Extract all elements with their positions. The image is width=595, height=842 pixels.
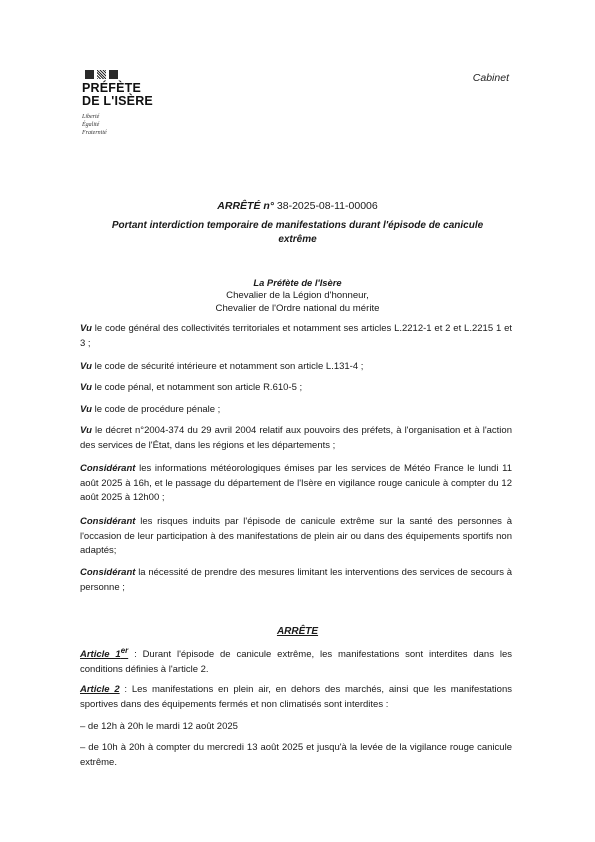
visa-keyword: Vu	[80, 361, 92, 372]
visa-keyword: Vu	[80, 323, 92, 334]
motto-fraternite: Fraternité	[82, 130, 107, 136]
article-label: Article 1er	[80, 646, 129, 661]
logo-line-1: PRÉFÈTE	[82, 81, 142, 95]
visa-5	[80, 424, 512, 453]
service-label: Cabinet	[472, 72, 509, 84]
visa-text: le code général des collectivités territoriales et notamment ses articles L.2212-1 et 2 et L.2215 1 et 3 ;	[80, 323, 512, 349]
visa-text: le code de procédure pénale ;	[91, 404, 221, 415]
article-2	[80, 683, 512, 712]
visa-3	[80, 381, 512, 396]
authority-title-1: Chevalier de la Légion d'honneur,	[226, 290, 369, 301]
decree-title	[0, 200, 595, 212]
visa-keyword: Vu	[80, 425, 92, 436]
considerant-keyword: Considérant	[80, 463, 136, 474]
visa-2	[80, 360, 512, 375]
visa-text: le code pénal, et notamment son article R.610-5 ;	[91, 382, 303, 393]
visa-keyword: Vu	[80, 382, 92, 393]
article-label: Article 2	[80, 684, 120, 695]
authority-title-2: Chevalier de l'Ordre national du mérite	[215, 303, 380, 314]
authority-block	[0, 276, 595, 315]
visa-keyword: Vu	[80, 404, 92, 415]
logo-line-2: DE L'ISÈRE	[82, 94, 153, 108]
considerant-text: les risques induits par l'épisode de canicule extrême sur la santé des personnes à l'occasion de leur participation à des manifestations de plein air ou dans des équipements sportifs non adaptés;	[80, 516, 512, 556]
authority-name: La Préfète de l'Isère	[253, 277, 342, 288]
motto-egalite: Égalité	[82, 122, 100, 128]
section-title: ARRÊTE	[276, 626, 319, 637]
article-text: : Durant l'épisode de canicule extrême, les manifestations sont interdites dans les conditions définies à l'article 2.	[80, 649, 512, 675]
considerant-keyword: Considérant	[80, 567, 136, 578]
republic-motto	[82, 113, 182, 137]
decree-label: ARRÊTÉ n°	[217, 200, 274, 212]
visa-1	[80, 322, 512, 351]
considerant-3	[80, 566, 512, 595]
considerant-1	[80, 462, 512, 506]
decree-number: 38-2025-08-11-00006	[276, 200, 378, 212]
motto-liberte: Liberté	[82, 114, 100, 120]
marianne-emblem-icon	[85, 70, 182, 79]
considerant-text: la nécessité de prendre des mesures limitant les interventions des services de secours à personne ;	[80, 567, 512, 593]
article-2-item-2: – de 10h à 20h à compter du mercredi 13 août 2025 et jusqu'à la levée de la vigilance rouge canicule extrême.	[80, 742, 512, 768]
article-2-item-1: – de 12h à 20h le mardi 12 août 2025	[80, 721, 238, 732]
considerant-text: les informations météorologiques émises par les services de Météo France le lundi 11 août 2025 à 16h, et le passage du département de l'Isère en vigilance rouge canicule à compter du 12 août 2025 à 12h00 ;	[80, 463, 512, 503]
considerant-2	[80, 515, 512, 559]
visa-4	[80, 403, 512, 418]
article-text: : Les manifestations en plein air, en dehors des marchés, ainsi que les manifestations sportives dans des équipements fermés et non climatisés sont interdites :	[80, 684, 512, 710]
considerant-keyword: Considérant	[80, 516, 136, 527]
article-sup: er	[120, 646, 129, 655]
prefecture-logo	[82, 70, 182, 137]
article-1	[80, 644, 512, 677]
visa-text: le décret n°2004-374 du 29 avril 2004 relatif aux pouvoirs des préfets, à l'organisation et à l'action des services de l'État, dans les régions et les départements ;	[80, 425, 512, 451]
decree-subject: Portant interdiction temporaire de manifestations durant l'épisode de canicule extrême	[111, 220, 484, 245]
visa-text: le code de sécurité intérieure et notamment son article L.131-4 ;	[91, 361, 364, 372]
